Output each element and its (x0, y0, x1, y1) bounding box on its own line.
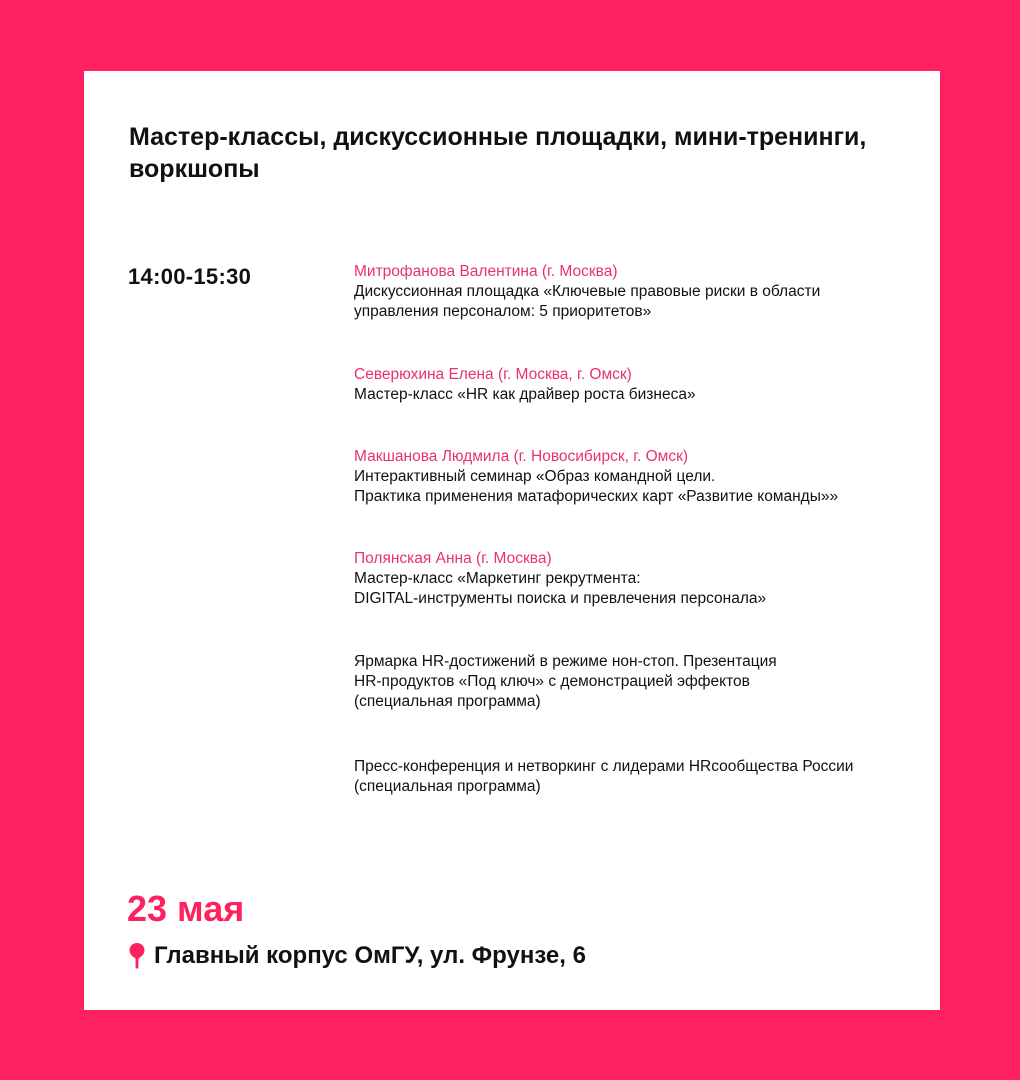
program-card (84, 71, 940, 1010)
session-description: Дискуссионная площадка «Ключевые правовые риски в области (354, 283, 821, 300)
session-description: Мастер-класс «HR как драйвер роста бизнеса» (354, 386, 696, 403)
session-description: управления персоналом: 5 приоритетов» (354, 303, 652, 320)
time-slot: 14:00-15:30 (128, 264, 252, 289)
location-text: Главный корпус ОмГУ, ул. Фрунзе, 6 (154, 942, 586, 969)
session-item (354, 652, 914, 712)
session-description: Мастер-класс «Маркетинг рекрутмента: (354, 570, 641, 587)
speaker-name: Макшанова Людмила (г. Новосибирск, г. Омск) (354, 448, 689, 465)
session-item (354, 262, 914, 322)
session-description: Ярмарка HR-достижений в режиме нон-стоп. Презентация (354, 653, 777, 670)
map-pin-icon (129, 943, 145, 969)
session-description: DIGITAL-инструменты поиска и превлечения персонала» (354, 590, 767, 607)
event-location (129, 942, 586, 970)
session-description: Практика применения матафорических карт «Развитие команды»» (354, 488, 839, 505)
session-item (354, 757, 914, 797)
speaker-name: Северюхина Елена (г. Москва, г. Омск) (354, 366, 632, 383)
session-item (354, 549, 914, 609)
session-description: HR-продуктов «Под ключ» с демонстрацией эффектов (354, 673, 750, 690)
page-title: Мастер-классы, дискуссионные площадки, мини-тренинги, воркшопы (129, 123, 867, 183)
speaker-name: Митрофанова Валентина (г. Москва) (354, 263, 618, 280)
event-date: 23 мая (127, 888, 245, 929)
session-description: (специальная программа) (354, 778, 541, 795)
session-item (354, 365, 914, 405)
speaker-name: Полянская Анна (г. Москва) (354, 550, 552, 567)
session-description: Интерактивный семинар «Образ командной цели. (354, 468, 716, 485)
session-description: Пресс-конференция и нетворкинг с лидерами HRсообщества России (354, 758, 854, 775)
session-description: (специальная программа) (354, 693, 541, 710)
session-item (354, 447, 914, 507)
